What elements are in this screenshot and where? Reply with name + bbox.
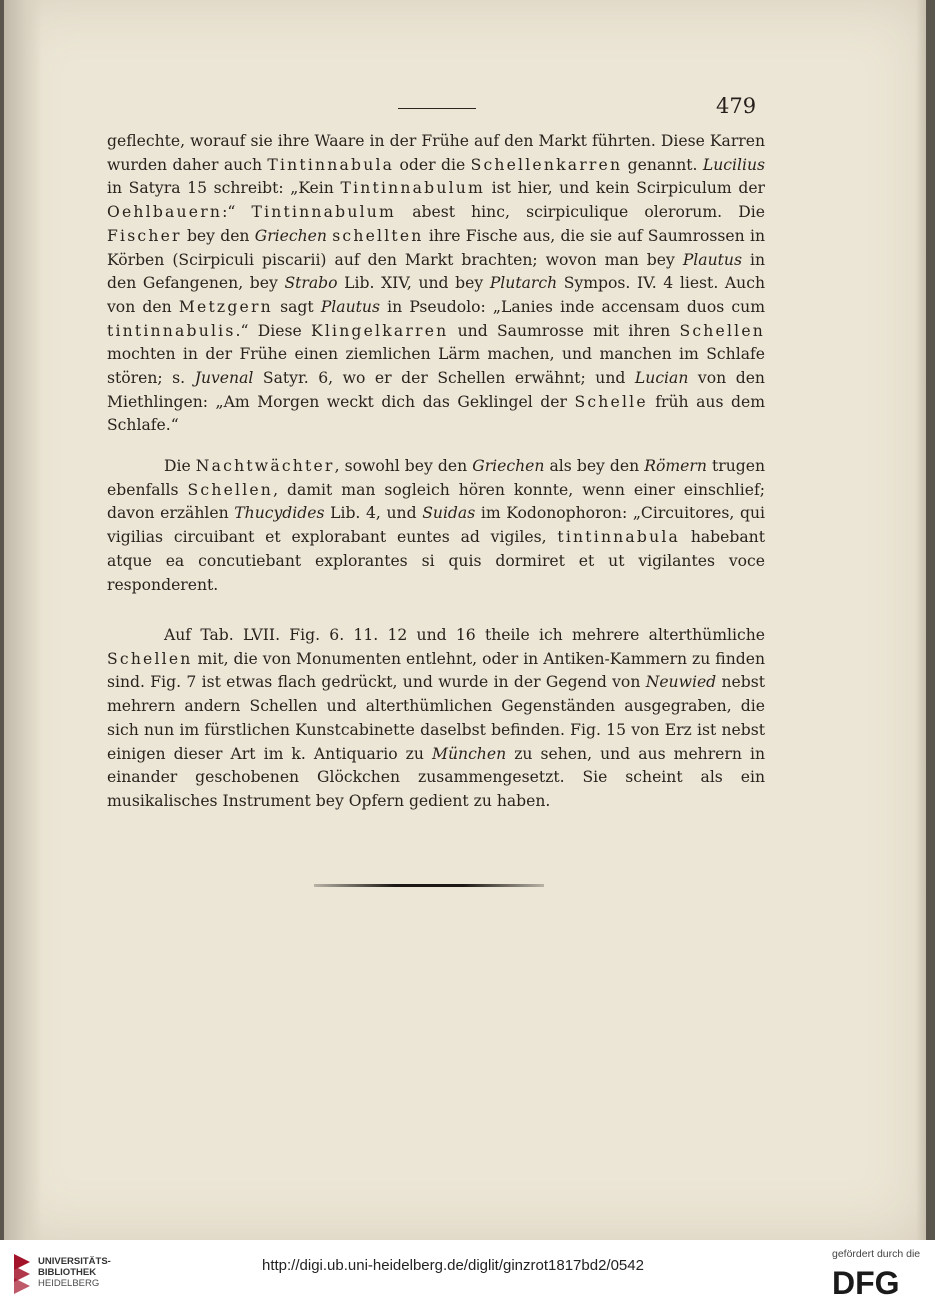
- text-run: zu sehen, und aus mehrern in einander geschobenen Glöckchen zusammengesetzt. Sie scheint als ein musikalisches Instrument bey Opfern gedient zu haben.: [107, 744, 765, 810]
- spaced-term: tintinnabula: [557, 528, 681, 547]
- text-run: in den Gefangenen, bey: [107, 250, 765, 293]
- text-run: , damit man sogleich hören konnte, wenn einer einschlief; davon erzählen: [107, 480, 766, 523]
- spaced-term: Fischer: [107, 226, 182, 245]
- text-run: , sowohl bey den: [334, 457, 473, 475]
- italic-name: Lucian: [634, 369, 689, 388]
- text-run: mochten in der Frühe einen ziemlichen Lärm machen, und manchen im Schlafe stören; s.: [107, 345, 765, 388]
- paragraph: [107, 624, 765, 814]
- dfg-logo-text: DFG: [832, 1266, 900, 1298]
- page-number: 479: [716, 94, 757, 118]
- italic-name: Lucilius: [702, 155, 765, 174]
- text-run: von den Miethlingen: „Am Morgen weckt dich das Geklingel der: [107, 369, 765, 411]
- paragraph: [107, 130, 765, 438]
- text-run: Lib. 4, und: [324, 504, 423, 523]
- ub-heidelberg-logo-icon: [12, 1252, 32, 1296]
- spaced-term: Schellen: [679, 321, 765, 340]
- text-run: habebant atque ea concutiebant explorantes si quis dormiret et ut vigilantes voce responderent.: [107, 528, 765, 594]
- header-rule: [398, 108, 476, 109]
- italic-name: Griechen: [254, 226, 327, 245]
- text-run: :“: [222, 203, 252, 222]
- text-run: genannt.: [622, 155, 703, 174]
- text-run: Satyr. 6, wo er der Schellen erwähnt; und: [253, 369, 635, 388]
- closing-rule: [314, 884, 544, 887]
- spaced-term: schellten: [332, 226, 424, 245]
- text-run: bey den: [181, 226, 255, 245]
- dfg-logo-icon: [832, 1266, 924, 1298]
- text-run: sagt: [272, 297, 321, 316]
- text-run: im Kodonophoron: „Circuitores, qui vigilias circuibant et explorabant euntes ad vigiles,: [107, 504, 765, 547]
- italic-name: Plutarch: [489, 274, 558, 293]
- spaced-term: Oehlbauern: [107, 203, 223, 222]
- spaced-term: Schellenkarren: [470, 155, 623, 174]
- paragraph: [107, 455, 765, 597]
- spaced-term: Schellen: [187, 480, 274, 499]
- text-run: ist hier, und kein Scirpiculum der: [485, 179, 765, 198]
- text-run: trugen ebenfalls: [107, 457, 766, 499]
- italic-name: Griechen: [472, 457, 545, 475]
- spaced-term: Schelle: [574, 392, 648, 411]
- italic-name: Juvenal: [194, 369, 254, 388]
- library-name-line: HEIDELBERG: [38, 1278, 100, 1289]
- spaced-term: Nachtwächter: [195, 457, 335, 475]
- spaced-term: Schellen: [107, 649, 193, 668]
- library-name-line: BIBLIOTHEK: [38, 1267, 97, 1278]
- text-run: Lib. XIV, und bey: [337, 274, 490, 293]
- spaced-term: tintinnabulis: [107, 321, 236, 340]
- library-name-line: UNIVERSITÄTS-: [38, 1256, 111, 1267]
- text-run: früh aus dem Schlafe.“: [107, 392, 765, 435]
- text-run: .“ Diese: [235, 321, 311, 340]
- text-run: Die: [164, 457, 196, 475]
- italic-name: Neuwied: [645, 673, 717, 692]
- italic-name: Suidas: [422, 504, 476, 523]
- italic-name: Plautus: [320, 297, 380, 316]
- spaced-term: Klingelkarren: [310, 321, 449, 340]
- text-run: oder die: [394, 155, 471, 174]
- text-run: ihre Fische aus, die sie auf Saumrossen in Körben (Scirpiculi piscarii) auf den Markt brachten; wovon man bey: [107, 226, 765, 269]
- viewer-footer: [0, 1240, 935, 1307]
- text-run: abest hinc, scirpiculique olerorum. Die: [396, 203, 765, 222]
- spaced-term: Metzgern: [178, 297, 273, 316]
- library-name: [38, 1256, 111, 1289]
- italic-name: Strabo: [284, 274, 338, 293]
- spaced-term: Tintinnabula: [267, 155, 395, 174]
- page-gutter-shadow: [4, 0, 42, 1240]
- text-run: in Pseudolo: „Lanies inde accensam duos cum: [379, 297, 765, 316]
- permalink-url[interactable]: http://digi.ub.uni-heidelberg.de/diglit/ginzrot1817bd2/0542: [262, 1257, 644, 1274]
- text-run: Auf Tab. LVII. Fig. 6. 11. 12 und 16 theile ich mehrere alterthümliche: [164, 626, 765, 644]
- italic-name: Plautus: [682, 250, 742, 269]
- book-page: [4, 0, 926, 1240]
- text-run: Sympos. IV. 4 liest. Auch von den: [107, 274, 765, 316]
- text-run: in Satyra 15 schreibt: „Kein: [107, 179, 341, 198]
- page-edge-shadow: [916, 0, 926, 1240]
- text-run: und Saumrosse mit ihren: [448, 321, 680, 340]
- text-run: mit, die von Monumenten entlehnt, oder in Antiken-Kammern zu finden sind. Fig. 7 ist etwas flach gedrückt, und wurde in der Gegend von: [107, 649, 765, 692]
- text-run: als bey den: [544, 457, 645, 475]
- spaced-term: Tintinnabulum: [251, 203, 397, 222]
- italic-name: München: [432, 744, 507, 763]
- text-run: geflechte, worauf sie ihre Waare in der Frühe auf den Markt führten. Diese Karren wurden daher auch: [107, 132, 765, 174]
- italic-name: Römern: [644, 457, 707, 475]
- funded-by-label: gefördert durch die: [832, 1248, 921, 1260]
- spaced-term: Tintinnabulum: [340, 179, 485, 198]
- italic-name: Thucydides: [234, 504, 325, 523]
- text-run: nebst mehrern andern Schellen und alterthümlichen Gegenständen ausgegraben, die sich nun im fürstlichen Kunstcabinette daselbst befinden. Fig. 15 von Erz ist nebst einigen dieser Art im k. Antiquario zu: [107, 673, 765, 763]
